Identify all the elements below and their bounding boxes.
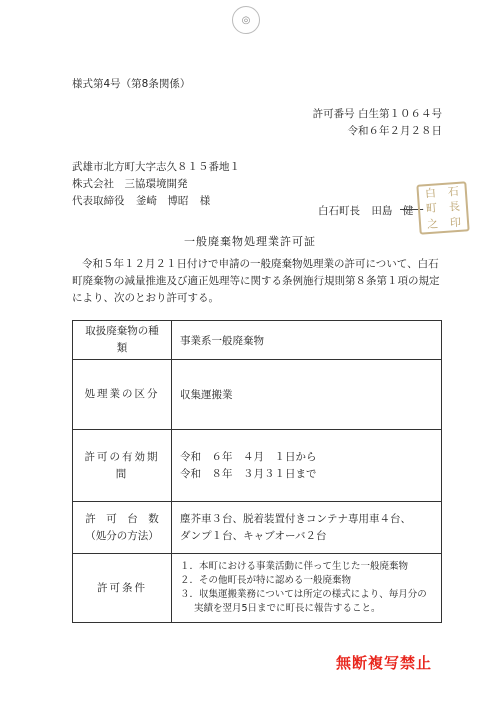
permit-info [313,106,442,140]
recipient-address: 武雄市北方町大字志久８１５番地１ [72,161,240,173]
seal-char: 印 [449,215,462,230]
vehicle-count-line: ダンプ１台、キャブオーバ２台 [180,529,327,542]
row-label-line: （処分の方法） [85,529,159,542]
table-row [73,430,442,502]
row-label [73,502,172,554]
issuer-name: 田島 健一 [371,205,424,217]
list-item: ２．その他町長が特に認める一般廃棄物 [180,575,352,586]
form-number: 様式第4号（第8条関係） [72,78,191,90]
seal-char: 白 [424,186,437,201]
rep-title: 代表取締役 [72,195,125,207]
issuer-block [318,203,432,218]
document-title: 一般廃棄物処理業許可証 [184,235,316,248]
official-seal-stamp [416,181,469,234]
seal-char: 長 [448,200,461,214]
row-value [172,502,442,554]
recipient-company: 株式会社 三協環境開発 [72,178,188,190]
recipient-representative [72,193,240,210]
row-label: 処理業の区分 [73,360,172,430]
honorific: 様 [199,195,211,207]
seal-char: 石 [447,184,460,199]
row-value [172,430,442,502]
seal-char: 町 [425,201,438,216]
permit-details-table [72,320,442,623]
recipient-block [72,159,240,210]
seal-char: 之 [426,217,439,231]
row-label-line: 許 可 台 数 [85,512,159,525]
list-item: ３．収集運搬業務については所定の様式により、毎月分の実績を翌月5日までに町長に報告すること。 [180,589,427,614]
permit-date: 令和６年２月２８日 [347,125,442,137]
punch-mark-icon: ◎ [232,6,260,34]
table-row [73,360,442,430]
rep-name: 釜崎 博昭 [135,195,189,207]
conditions-list [180,560,433,616]
row-label: 取扱廃棄物の種類 [73,321,172,360]
table-row [73,321,442,360]
row-label: 許可の有効期間 [73,430,172,502]
list-item: １．本町における事業活動に伴って生じた一般廃棄物 [180,561,409,572]
vehicle-count-line: 塵芥車３台、脱着装置付きコンテナ専用車４台、 [180,512,411,525]
row-value [172,554,442,623]
table-row [73,554,442,623]
row-value: 事業系一般廃棄物 [172,321,442,360]
validity-start: 令和 ６年 ４月 １日から [180,450,317,463]
table-row [73,502,442,554]
row-value: 収集運搬業 [172,360,442,430]
issuer-title: 白石町長 [318,205,360,217]
permit-number: 許可番号 白生第１０６４号 [312,108,442,120]
no-copy-notice: 無断複写禁止 [336,654,433,672]
row-label: 許可条件 [73,554,172,623]
document-body: 令和５年１２月２１日付けで申請の一般廃棄物処理業の許可について、白石町廃棄物の減量推進及び適正処理等に関する条例施行規則第８条第１項の規定により、次のとおり許可する。 [72,258,440,304]
validity-end: 令和 ８年 ３月３１日まで [180,467,317,480]
